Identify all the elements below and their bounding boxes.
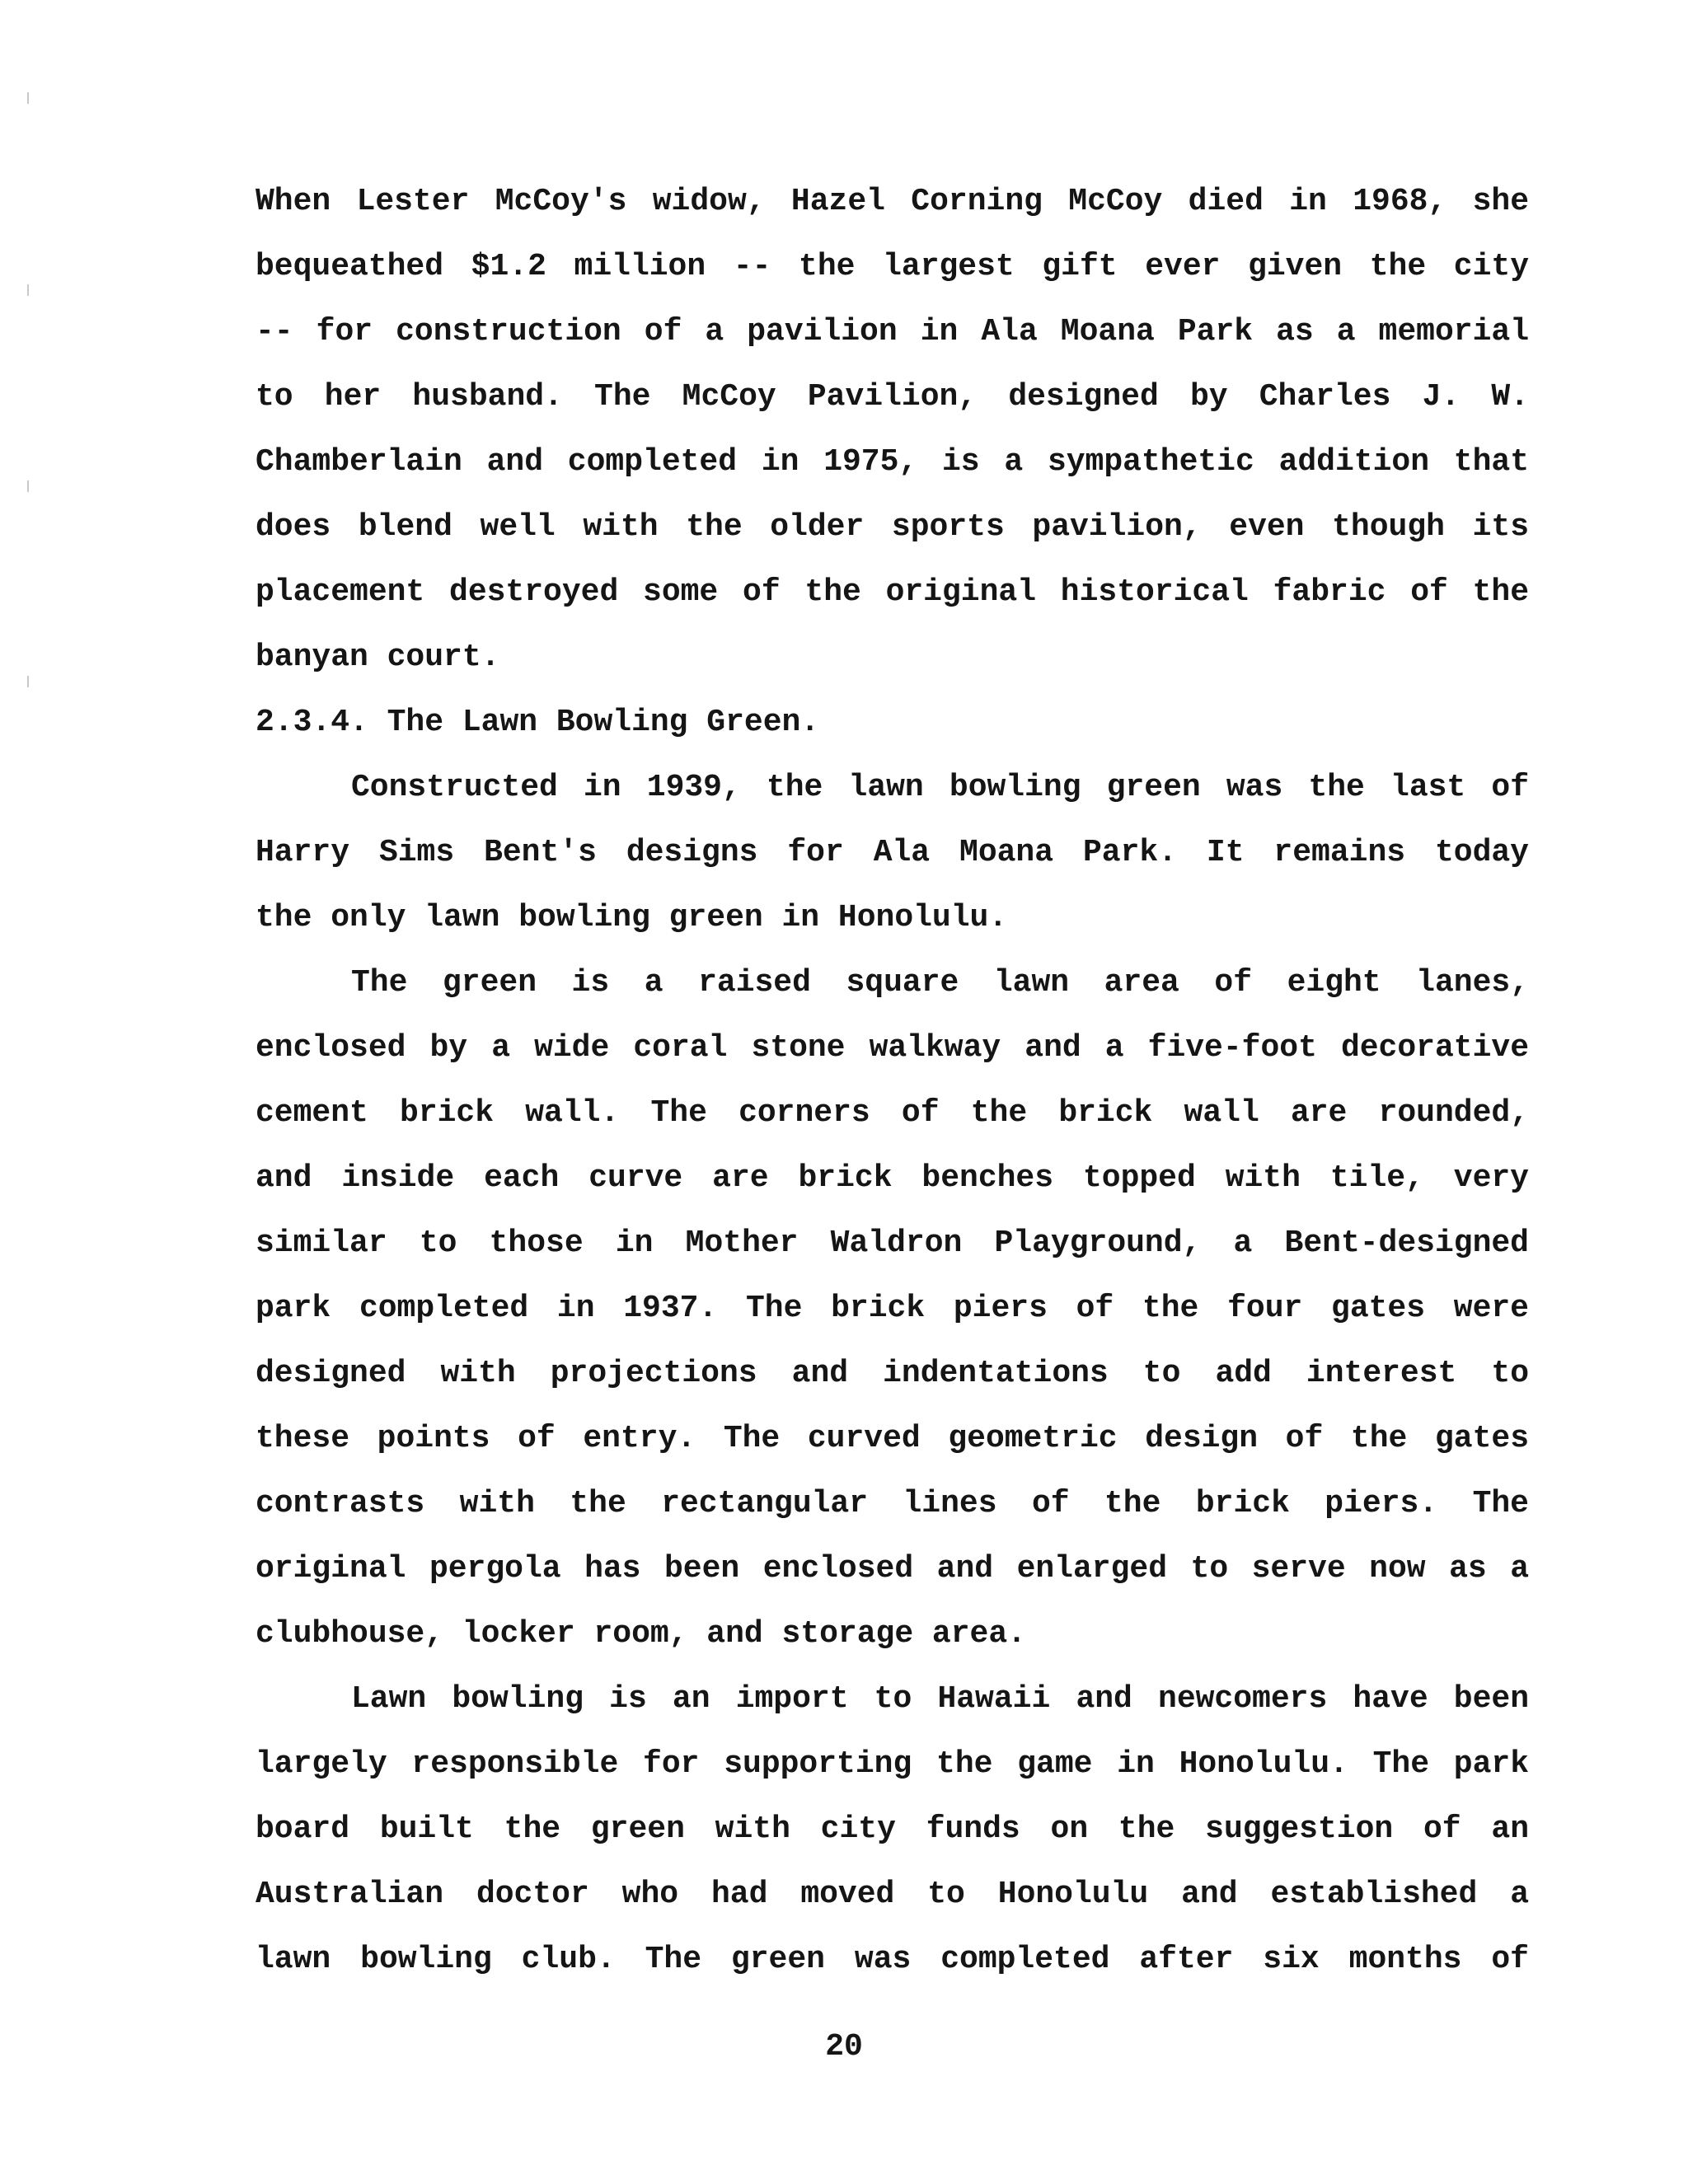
text-line: enclosed by a wide coral stone walkway and a five-foot decorative	[256, 1030, 1529, 1066]
text-line: When Lester McCoy's widow, Hazel Corning McCoy died in 1968, she	[256, 184, 1529, 219]
text-line: similar to those in Mother Waldron Playground, a Bent-designed	[256, 1226, 1529, 1261]
text-line: and inside each curve are brick benches topped with tile, very	[256, 1160, 1529, 1196]
section-heading: 2.3.4. The Lawn Bowling Green.	[256, 705, 820, 740]
text-line: placement destroyed some of the original historical fabric of the	[256, 574, 1529, 610]
text-line: Lawn bowling is an import to Hawaii and newcomers have been	[351, 1681, 1529, 1717]
text-line: park completed in 1937. The brick piers of the four gates were	[256, 1291, 1529, 1326]
text-line: Australian doctor who had moved to Honolulu and established a	[256, 1877, 1529, 1912]
text-line: largely responsible for supporting the game in Honolulu. The park	[256, 1746, 1529, 1782]
text-line: -- for construction of a pavilion in Ala Moana Park as a memorial	[256, 314, 1529, 349]
text-line: Harry Sims Bent's designs for Ala Moana Park. It remains today	[256, 835, 1529, 870]
text-line: Chamberlain and completed in 1975, is a sympathetic addition that	[256, 444, 1529, 480]
text-line: board built the green with city funds on the suggestion of an	[256, 1811, 1529, 1847]
text-line: the only lawn bowling green in Honolulu.	[256, 900, 1008, 935]
text-line: these points of entry. The curved geometric design of the gates	[256, 1421, 1529, 1456]
text-line: clubhouse, locker room, and storage area.	[256, 1616, 1026, 1652]
text-line: designed with projections and indentations to add interest to	[256, 1356, 1529, 1391]
scan-mark	[27, 92, 29, 104]
text-line: original pergola has been enclosed and enlarged to serve now as a	[256, 1551, 1529, 1586]
scan-mark	[27, 480, 29, 492]
text-line: to her husband. The McCoy Pavilion, designed by Charles J. W.	[256, 379, 1529, 415]
text-line: The green is a raised square lawn area of eight lanes,	[351, 965, 1529, 1001]
text-line: bequeathed $1.2 million -- the largest gift ever given the city	[256, 249, 1529, 284]
text-line: lawn bowling club. The green was completed after six months of	[256, 1942, 1529, 1977]
text-line: Constructed in 1939, the lawn bowling green was the last of	[351, 770, 1529, 805]
text-line: cement brick wall. The corners of the brick wall are rounded,	[256, 1095, 1529, 1131]
text-line: contrasts with the rectangular lines of the brick piers. The	[256, 1486, 1529, 1521]
scan-mark	[27, 284, 29, 296]
text-line: does blend well with the older sports pavilion, even though its	[256, 509, 1529, 545]
page-number: 20	[825, 2029, 863, 2064]
body-text	[256, 175, 1529, 1998]
scan-mark	[27, 676, 29, 687]
text-line: banyan court.	[256, 640, 500, 675]
